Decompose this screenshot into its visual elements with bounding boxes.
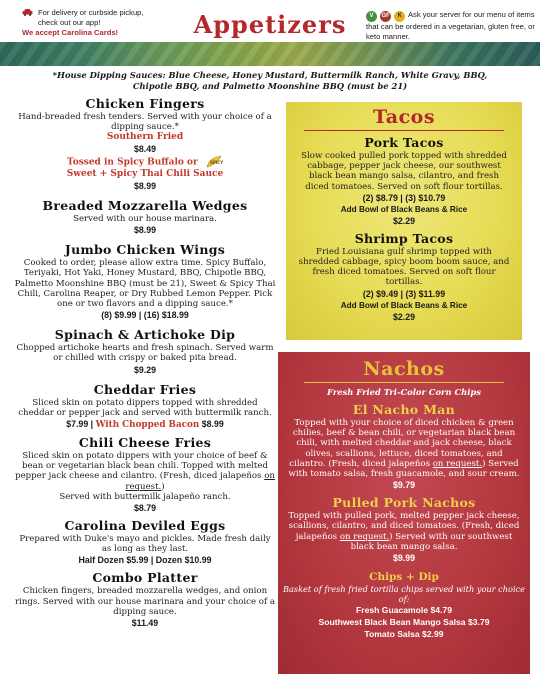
item-description: Fried Louisiana gulf shrimp topped with shredded cabbage, spicy boom boom sauce, and fresh diced tomatoes. Served on soft flour tortillas.	[298, 246, 510, 288]
item-description	[14, 451, 276, 502]
menu-item-mozzarella-wedges	[14, 198, 276, 236]
delivery-line-2: check out our app!	[38, 17, 101, 27]
page-title: Appetizers	[193, 10, 347, 39]
desc-part: Topped with pulled pork, melted pepper jack cheese, scallions, cilantro, and diced tomatoes. (Fresh, diced jalapeños	[288, 511, 520, 542]
desc-request-note: on request.	[125, 471, 275, 492]
item-title: Chicken Fingers	[85, 96, 205, 111]
item-option: Southern Fried	[106, 132, 184, 143]
dietary-badges	[366, 10, 406, 22]
nachos-section	[278, 352, 530, 674]
item-price: $8.79	[133, 502, 156, 513]
item-description: Slow cooked pulled pork topped with shredded cabbage, pepper jack cheese, our southwest black bean mango salsa, cilantro, and fresh diced tomatoes. Served on soft flour tortillas.	[301, 151, 507, 192]
item-price: $9.79	[392, 480, 415, 491]
menu-item-cheddar-fries	[14, 382, 276, 431]
item-price: $8.99	[133, 225, 156, 236]
menu-item-deviled-eggs	[14, 518, 276, 566]
menu-item-chips-dip	[278, 570, 530, 640]
item-price: $8.49	[133, 144, 156, 155]
item-description: Sliced skin on potato dippers topped with shredded cheddar or pepper jack and served with buttermilk ranch.	[18, 397, 272, 418]
section-subtitle: Fresh Fried Tri-Color Corn Chips	[327, 387, 481, 397]
item-title: Pulled Pork Nachos	[332, 495, 476, 511]
desc-part: )	[161, 481, 165, 492]
base-price: $7.99	[66, 418, 89, 429]
appetizers-column	[14, 96, 276, 629]
item-title: Breaded Mozzarella Wedges	[42, 197, 248, 213]
dip-option-guacamole: Fresh Guacamole $4.79	[355, 605, 452, 616]
item-title: Cheddar Fries	[93, 381, 197, 397]
tacos-section	[286, 102, 522, 340]
add-on-price: $2.29	[392, 215, 415, 226]
option-line: Sweet + Spicy Thai Chili Sauce	[66, 169, 224, 180]
menu-item-pulled-pork-nachos	[278, 495, 530, 564]
item-price: $9.29	[133, 364, 156, 375]
gluten-free-badge: GF	[380, 11, 391, 22]
menu-item-pork-tacos	[286, 135, 522, 227]
house-sauces-note: *House Dipping Sauces: Blue Cheese, Honey Mustard, Buttermilk Ranch, White Gravy, BBQ, Chipotle BBQ, and Palmetto Moonshine BBQ (must be 21)	[52, 70, 488, 91]
dietary-text: Ask your server for our menu of items that can be ordered in a vegetarian, gluten free, or keto manner.	[366, 10, 535, 41]
menu-item-el-nacho-man	[278, 402, 530, 491]
dip-option-tomato-salsa: Tomato Salsa $2.99	[364, 629, 444, 640]
vegetarian-badge: V	[366, 11, 377, 22]
desc-request-note: on request.	[432, 458, 483, 469]
item-title: Carolina Deviled Eggs	[64, 517, 226, 533]
page-header	[0, 0, 540, 48]
section-divider	[304, 130, 504, 131]
bacon-option: With Chopped Bacon	[95, 419, 200, 430]
menu-item-chili-cheese-fries	[14, 435, 276, 514]
item-title: El Nacho Man	[352, 402, 456, 417]
item-price: (2) $9.49 | (3) $11.99	[362, 288, 446, 299]
menu-item-chicken-fingers	[14, 96, 276, 192]
item-description: Prepared with Duke's mayo and pickles. Made fresh daily as long as they last.	[19, 533, 271, 555]
item-description: Cooked to order, please allow extra time. Spicy Buffalo, Teriyaki, Hot Yaki, Honey Mustard, BBQ, Chipotle BBQ, Palmetto Moonshine BBQ (must be 21), Sweet & Spicy Thai Chili, Carolina Reaper, or Dry Rubbed Lemon Pepper. Pick one or two flavors and a dipping sauce.*	[14, 258, 276, 309]
desc-request-note: on request.	[339, 531, 390, 542]
section-divider	[304, 382, 504, 383]
add-on: Add Bowl of Black Beans & Rice	[340, 204, 468, 214]
item-description: Basket of fresh fried tortilla chips served with your choice of:	[282, 584, 525, 605]
item-title: Combo Platter	[92, 570, 198, 586]
add-on-price: $2.29	[392, 311, 415, 322]
menu-item-shrimp-tacos	[286, 231, 522, 323]
dip-option-mango-salsa: Southwest Black Bean Mango Salsa $3.79	[318, 617, 490, 628]
desc-part: Topped with your choice of diced chicken & green chilies, beef & bean chili, or vegetarian black bean chili, with melted cheddar and jack cheese, black olives, scallions, lettuce, diced tomatoes, and cilantro. (Fresh, diced jalapeños	[289, 418, 516, 469]
spicy-label: SPICY	[209, 160, 223, 166]
item-description	[278, 418, 530, 479]
option-line: Tossed in Spicy Buffalo or	[67, 157, 198, 168]
add-on: Add Bowl of Black Beans & Rice	[340, 300, 468, 310]
item-title: Chips + Dip	[369, 571, 439, 584]
desc-part: Sliced skin on potato dippers with your choice of beef & bean or vegetarian black bean chili. Topped with melted pepper jack cheese and cilantro. (Fresh, diced jalapeños	[15, 450, 268, 482]
item-title: Jumbo Chicken Wings	[64, 242, 226, 258]
menu-item-spinach-dip	[14, 327, 276, 375]
menu-item-chicken-wings	[14, 242, 276, 321]
item-price: Half Dozen $5.99 | Dozen $10.99	[78, 555, 212, 566]
item-price: (8) $9.99 | (16) $18.99	[101, 310, 189, 321]
desc-part: Served with buttermilk jalapeño ranch.	[59, 491, 231, 502]
delivery-line-1: For delivery or curbside pickup,	[38, 8, 144, 17]
item-description: Hand-breaded fresh tenders. Served with your choice of a dipping sauce.*	[18, 112, 272, 133]
section-title: Nachos	[363, 358, 445, 380]
dietary-note	[366, 10, 536, 41]
desc-part: ) Served with our southwest black bean mango salsa.	[350, 531, 513, 552]
item-price: (2) $8.79 | (3) $10.79	[362, 192, 446, 203]
decorative-band	[0, 42, 540, 66]
keto-badge: K	[394, 11, 405, 22]
item-description: Served with our house marinara.	[73, 213, 217, 224]
item-title: Pork Tacos	[364, 135, 444, 150]
item-price: $11.49	[131, 617, 159, 628]
item-title: Shrimp Tacos	[354, 230, 454, 246]
section-title: Tacos	[372, 106, 436, 128]
spicy-icon	[205, 155, 223, 169]
item-price: $8.99	[133, 180, 156, 191]
item-price: $9.99	[392, 553, 415, 564]
item-price: $7.99 | With Chopped Bacon $8.99	[66, 418, 224, 430]
item-title: Spinach & Artichoke Dip	[54, 327, 236, 343]
item-description: Chicken fingers, breaded mozzarella wedges, and onion rings. Served with our house marinara and your choice of a dipping sauce.	[14, 586, 276, 617]
item-description	[278, 511, 530, 552]
desc-part: ) Served with tomato salsa, fresh guacamole, and sour cream.	[288, 458, 520, 480]
menu-item-combo-platter	[14, 570, 276, 629]
item-title: Chili Cheese Fries	[78, 434, 212, 450]
bacon-price: $8.99	[201, 418, 224, 429]
item-description: Chopped artichoke hearts and fresh spinach. Served warm or chilled with crispy or baked pita bread.	[16, 343, 274, 364]
carolina-cards-note: We accept Carolina Cards!	[22, 28, 119, 37]
item-option	[14, 155, 276, 180]
